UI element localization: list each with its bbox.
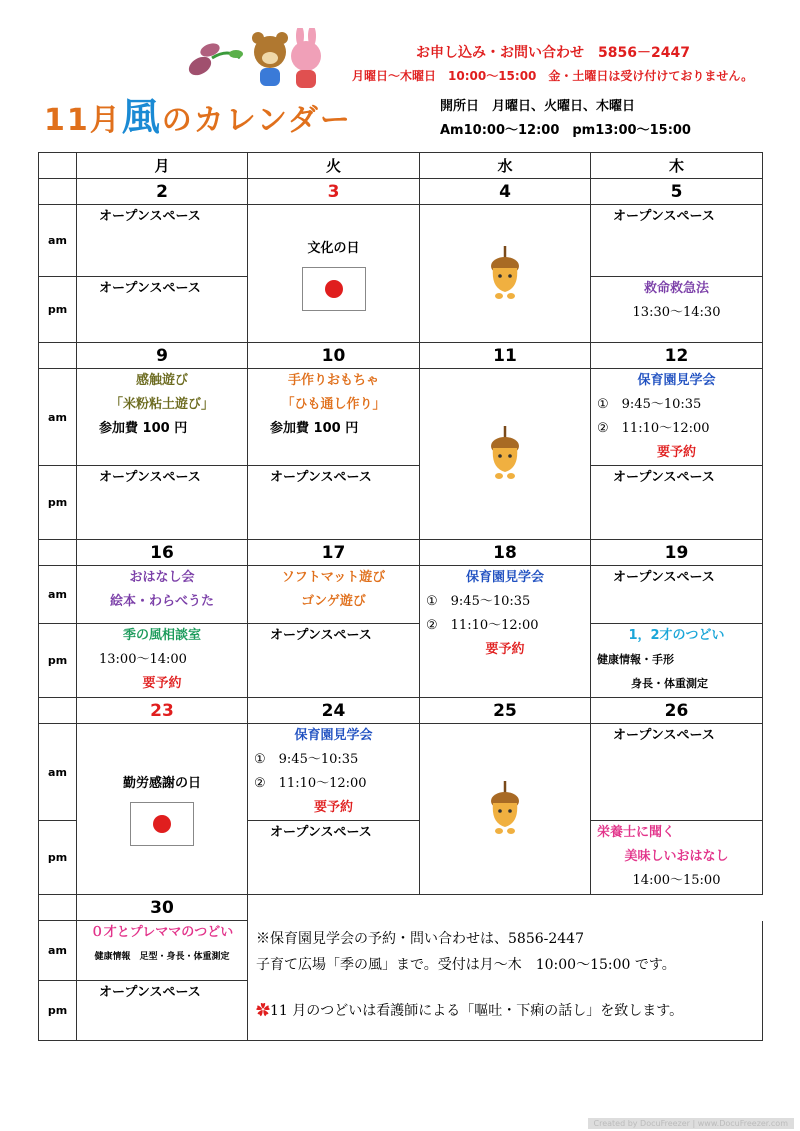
week-3-pm xyxy=(39,624,763,698)
event-text: オープンスペース xyxy=(613,470,715,485)
event-detail: 健康情報 足型・身長・体重測定 xyxy=(94,952,230,962)
acorn-icon xyxy=(487,424,523,484)
event-title: ソフトマット遊び xyxy=(281,570,386,585)
slot-label-pm: pm xyxy=(39,821,77,895)
event-cell xyxy=(77,624,248,698)
event-text: オープンスペース xyxy=(99,209,201,224)
event-text: オープンスペース xyxy=(99,281,201,296)
event-cell xyxy=(248,624,420,698)
event-cell xyxy=(591,624,763,698)
title-suffix: のカレンダー xyxy=(161,103,352,138)
date-cell: 10 xyxy=(248,343,420,369)
reservation-required: 要予約 xyxy=(313,800,353,815)
date-gutter xyxy=(39,179,77,205)
date-cell: 9 xyxy=(77,343,248,369)
date-cell: 26 xyxy=(591,698,763,724)
week-3-dates xyxy=(39,540,763,566)
event-cell xyxy=(248,466,420,540)
week-3-am xyxy=(39,566,763,624)
event-text: オープンスペース xyxy=(270,825,372,840)
week-4-am xyxy=(39,724,763,821)
event-detail: 健康情報・手形 xyxy=(597,653,674,666)
event-cell xyxy=(591,277,763,343)
date-cell: 18 xyxy=(420,540,591,566)
event-cell xyxy=(77,369,248,466)
date-cell: 2 xyxy=(77,179,248,205)
date-cell: 3 xyxy=(248,179,420,205)
date-cell: 12 xyxy=(591,343,763,369)
event-cell xyxy=(77,205,248,277)
slot-label-am: am xyxy=(39,566,77,624)
event-cell xyxy=(77,277,248,343)
event-subtitle: 「ひも通し作り」 xyxy=(281,397,386,412)
event-title: 1，2才のつどい xyxy=(628,628,725,643)
holiday-cell xyxy=(248,205,420,343)
date-gutter xyxy=(39,698,77,724)
week-1-dates xyxy=(39,179,763,205)
closed-cell xyxy=(420,369,591,540)
event-subtitle: ゴンゲ遊び xyxy=(301,594,366,609)
flower-icon: ✿ xyxy=(256,1003,270,1019)
week-2-dates xyxy=(39,343,763,369)
week-5-dates xyxy=(39,895,763,921)
corner-cell xyxy=(39,153,77,179)
reservation-required: 要予約 xyxy=(142,676,182,691)
date-cell: 25 xyxy=(420,698,591,724)
event-text: オープンスペース xyxy=(99,470,201,485)
slot-label-pm: pm xyxy=(39,466,77,540)
japan-flag-icon xyxy=(130,802,194,846)
title-kaze: 風 xyxy=(121,95,162,139)
event-text: オープンスペース xyxy=(270,628,372,643)
event-time: ① 9:45～10:35 xyxy=(597,397,702,412)
event-cell xyxy=(248,566,420,624)
date-gutter xyxy=(39,895,77,921)
day-header-wed: 水 xyxy=(420,153,591,179)
note-line-1: ※保育園見学会の予約・問い合わせは、5856-2447 xyxy=(256,931,584,947)
slot-label-pm: pm xyxy=(39,277,77,343)
slot-label-am: am xyxy=(39,205,77,277)
event-cell xyxy=(420,566,591,698)
event-cell xyxy=(591,205,763,277)
note-line-3-text: 11 月のつどいは看護師による「嘔吐・下痢の話し」を致します。 xyxy=(270,1003,684,1019)
event-time: ② 11:10～12:00 xyxy=(597,421,710,436)
event-detail: 身長・体重測定 xyxy=(631,677,708,690)
event-cell xyxy=(591,566,763,624)
reservation-required: 要予約 xyxy=(485,642,525,657)
open-days: 開所日 月曜日、火曜日、木曜日 xyxy=(440,99,636,114)
acorn-icon xyxy=(487,244,523,304)
event-title: 保育園見学会 xyxy=(465,570,544,585)
event-time: 14:00～15:00 xyxy=(632,873,721,888)
event-text: オープンスペース xyxy=(99,985,201,1000)
date-cell: 30 xyxy=(77,895,248,921)
event-title: おはなし会 xyxy=(129,570,195,585)
day-header-tue: 火 xyxy=(248,153,420,179)
week-4-dates xyxy=(39,698,763,724)
slot-label-am: am xyxy=(39,369,77,466)
event-cell xyxy=(77,466,248,540)
open-hours: Am10:00～12:00 pm13:00～15:00 xyxy=(440,123,691,138)
day-header-thu: 木 xyxy=(591,153,763,179)
day-header-mon: 月 xyxy=(77,153,248,179)
holiday-name: 勤労感謝の日 xyxy=(122,776,201,791)
note-line-2: 子育て広場「季の風」まで。受付は月～木 10:00～15:00 です。 xyxy=(256,957,676,973)
week-2-am xyxy=(39,369,763,466)
week-2-pm xyxy=(39,466,763,540)
event-title: ０才とプレママのつどい xyxy=(90,925,234,940)
reception-hours: 月曜日～木曜日 10:00～15:00 金・土曜日は受け付けておりません。 xyxy=(352,69,754,83)
event-cell xyxy=(591,466,763,540)
event-cell xyxy=(77,921,248,981)
event-title: 感触遊び xyxy=(135,373,188,388)
event-text: オープンスペース xyxy=(613,728,715,743)
date-gutter xyxy=(39,540,77,566)
date-cell: 23 xyxy=(77,698,248,724)
date-gutter xyxy=(39,343,77,369)
event-title: 保育園見学会 xyxy=(294,728,373,743)
acorn-icon xyxy=(487,779,523,839)
closed-cell xyxy=(420,205,591,343)
event-subtitle: 「米粉粘土遊び」 xyxy=(109,397,214,412)
closed-cell xyxy=(420,724,591,895)
date-cell: 5 xyxy=(591,179,763,205)
event-time: ① 9:45～10:35 xyxy=(254,752,359,767)
event-title: 手作りおもちゃ xyxy=(287,373,379,388)
event-fee: 参加費 100 円 xyxy=(99,421,188,436)
contact-info: お申し込み・お問い合わせ 5856－2447 xyxy=(416,45,690,61)
slot-label-pm: pm xyxy=(39,981,77,1041)
notes-top-spacer xyxy=(248,895,763,921)
week-1-am xyxy=(39,205,763,277)
calendar-table xyxy=(38,152,763,1041)
date-cell: 16 xyxy=(77,540,248,566)
event-time: ② 11:10～12:00 xyxy=(254,776,367,791)
calendar-title xyxy=(44,86,352,141)
date-cell: 11 xyxy=(420,343,591,369)
event-title: 救命救急法 xyxy=(643,281,709,296)
day-header-row xyxy=(39,153,763,179)
event-time: ② 11:10～12:00 xyxy=(426,618,539,633)
event-time: ① 9:45～10:35 xyxy=(426,594,531,609)
event-cell xyxy=(591,821,763,895)
title-month: 11月 xyxy=(44,103,122,138)
event-time: 13:30～14:30 xyxy=(632,305,721,320)
event-cell xyxy=(591,369,763,466)
event-cell xyxy=(248,724,420,821)
event-title: 保育園見学会 xyxy=(637,373,716,388)
slot-label-pm: pm xyxy=(39,624,77,698)
event-subtitle: 美味しいおはなし xyxy=(624,849,729,864)
japan-flag-icon xyxy=(302,267,366,311)
note-line-3 xyxy=(256,998,683,1024)
event-text: オープンスペース xyxy=(613,570,715,585)
event-title: 栄養士に聞く xyxy=(597,825,676,840)
event-cell xyxy=(591,724,763,821)
event-time: 13:00～14:00 xyxy=(99,652,187,667)
holiday-cell xyxy=(77,724,248,895)
date-cell: 19 xyxy=(591,540,763,566)
date-cell: 4 xyxy=(420,179,591,205)
event-title: 季の風相談室 xyxy=(122,628,201,643)
event-cell xyxy=(77,981,248,1041)
event-fee: 参加費 100 円 xyxy=(270,421,359,436)
event-cell xyxy=(248,369,420,466)
slot-label-am: am xyxy=(39,921,77,981)
event-text: オープンスペース xyxy=(613,209,715,224)
slot-label-am: am xyxy=(39,724,77,821)
holiday-name: 文化の日 xyxy=(307,240,360,256)
reservation-required: 要予約 xyxy=(656,445,696,460)
date-cell: 24 xyxy=(248,698,420,724)
watermark-footer: Created by DocuFreezer | www.DocuFreezer.com xyxy=(588,1118,795,1129)
event-text: オープンスペース xyxy=(270,470,372,485)
date-cell: 17 xyxy=(248,540,420,566)
event-cell xyxy=(248,821,420,895)
event-cell xyxy=(77,566,248,624)
event-subtitle: 絵本・わらべうた xyxy=(109,594,214,609)
